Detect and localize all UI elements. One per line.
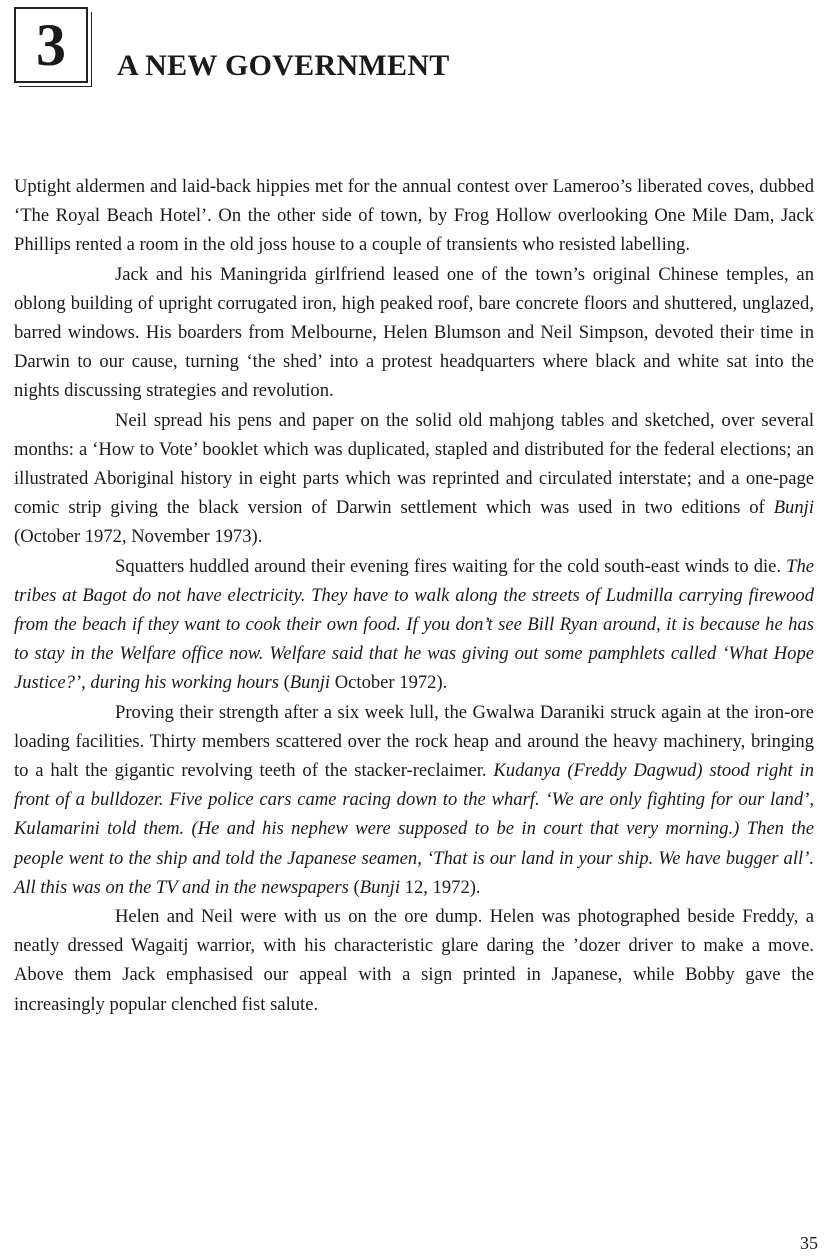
page-number: 35 xyxy=(800,1233,818,1253)
italic-text: Kudanya (Freddy Dagwud) stood right in front of a bulldozer. Five police cars came racing down to the wharf. ‘We are only fighting for our land’, Kulamarini told them. (He and his nephew were supposed to be in court that very morning.) Then the people went to the ship and told the Japanese seamen, ‘That is our land in your ship. We have bugger all’. All this was on the TV and in the newspapers xyxy=(14,760,814,898)
paragraph xyxy=(14,172,814,260)
text-run: ( xyxy=(348,876,360,898)
text-run: Squatters huddled around their evening fires waiting for the cold south-east winds to die. xyxy=(115,555,787,577)
text-run: Uptight aldermen and laid-back hippies met for the annual contest over Lameroo’s liberated coves, dubbed ‘The Royal Beach Hotel’. On the other side of town, by Frog Hollow overlooking One Mile Dam, Jack Phillips rented a room in the old joss house to a couple of transients who resisted labelling. xyxy=(14,176,814,256)
paragraph xyxy=(14,552,814,698)
paragraph xyxy=(14,260,814,406)
chapter-number: 3 xyxy=(36,12,66,78)
italic-text: Bunji xyxy=(289,672,331,694)
text-run: (October 1972, November 1973). xyxy=(14,526,263,548)
italic-text: Bunji xyxy=(359,876,401,898)
text-run: Proving their strength after a six week lull, the Gwalwa Daraniki struck again at the iron-ore loading facilities. Thirty members scattered over the rock heap and around the heavy machinery, bringing to a halt the gigantic revolving teeth of the stacker-reclaimer. xyxy=(14,701,814,782)
paragraph xyxy=(14,698,814,902)
paragraph xyxy=(14,406,814,552)
text-run: Neil spread his pens and paper on the solid old mahjong tables and sketched, over several months: a ‘How to Vote’ booklet which was duplicated, stapled and distributed for the federal elections; an illustrated Aboriginal history in eight parts which was reprinted and circulated interstate; and a one-page comic strip giving the black version of Darwin settlement which was used in two editions of xyxy=(14,409,814,519)
chapter-title: A NEW GOVERNMENT xyxy=(117,49,450,82)
body-text xyxy=(14,172,814,1019)
text-run: Jack and his Maningrida girlfriend leased one of the town’s original Chinese temples, an oblong building of upright corrugated iron, high peaked roof, bare concrete floors and shuttered, unglazed, barred windows. His boarders from Melbourne, Helen Blumson and Neil Simpson, devoted their time in Darwin to our cause, turning ‘the shed’ into a protest headquarters where black and white sat into the nights discussing strategies and revolution. xyxy=(14,263,814,402)
italic-text: The tribes at Bagot do not have electricity. They have to walk along the streets of Ludmilla carrying firewood from the beach if they want to cook their own food. If you don’t see Bill Ryan around, it is because he has to stay in the Welfare office now. Welfare said that he was giving out some pamphlets called ‘What Hope Justice?’, during his working hours xyxy=(14,555,814,694)
italic-text: Bunji xyxy=(773,497,814,519)
text-run: Helen and Neil were with us on the ore dump. Helen was photographed beside Freddy, a neatly dressed Wagaitj warrior, with his characteristic glare daring the ’dozer driver to make a move. Above them Jack emphasised our appeal with a sign printed in Japanese, while Bobby gave the increasingly popular clenched fist salute. xyxy=(14,906,814,1015)
paragraph xyxy=(14,902,814,1019)
text-run: October 1972). xyxy=(330,672,448,694)
chapter-number-box xyxy=(14,7,88,83)
text-run: ( xyxy=(278,672,290,694)
text-run: 12, 1972). xyxy=(400,876,481,898)
